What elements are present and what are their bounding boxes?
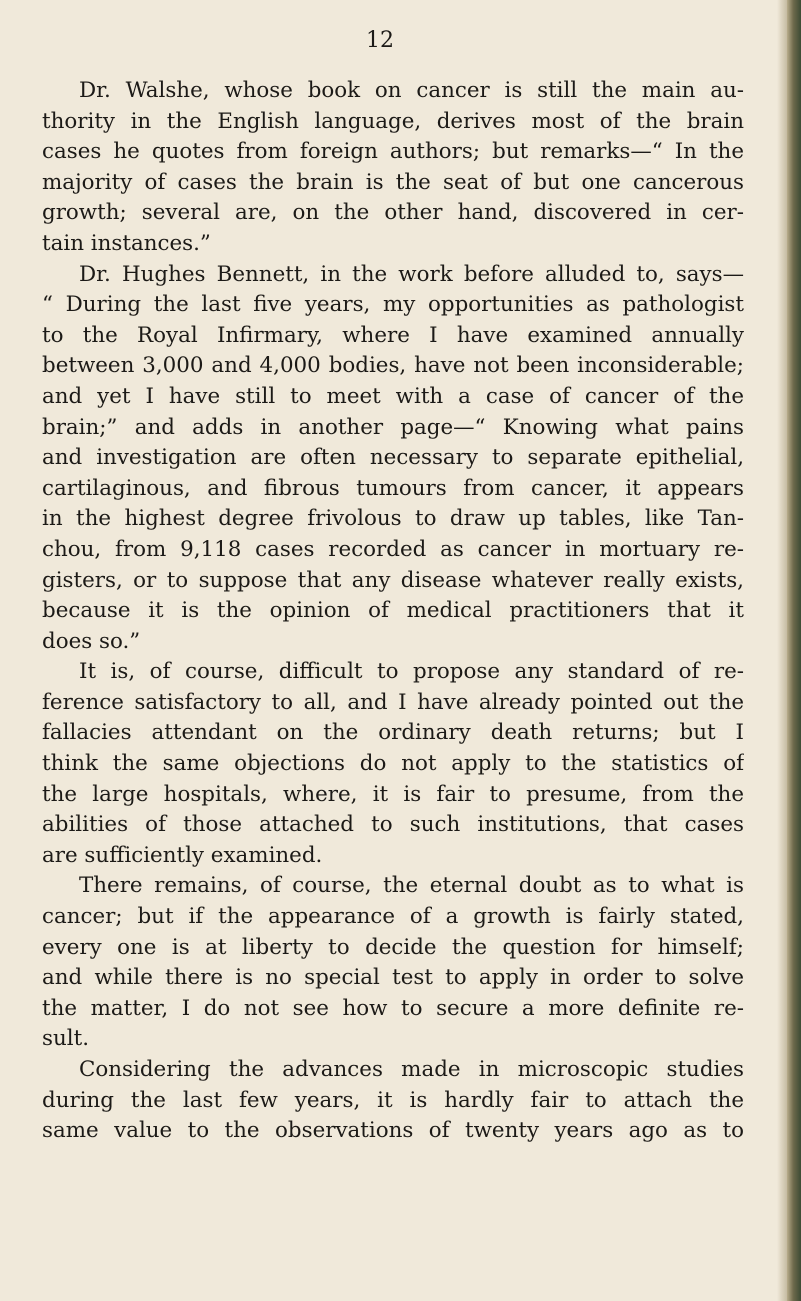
text-line: chou, from 9,118 cases recorded as cancer in mortuary re- — [42, 536, 744, 562]
text-line: every one is at liberty to decide the question for himself; — [42, 934, 744, 960]
text-line: between 3,000 and 4,000 bodies, have not been inconsiderable; — [42, 353, 744, 379]
text-line: because it is the opinion of medical practitioners that it — [42, 598, 744, 624]
text-line: during the last few years, it is hardly fair to attach the — [42, 1087, 744, 1113]
text-line: abilities of those attached to such institutions, that cases — [42, 812, 744, 838]
text-line: majority of cases the brain is the seat of but one cancerous — [42, 169, 744, 195]
text-line: thority in the English language, derives most of the brain — [42, 108, 744, 134]
text-line: same value to the observations of twenty years ago as to — [42, 1118, 744, 1144]
text-line: Considering the advances made in microscopic studies — [79, 1057, 744, 1082]
text-line: Dr. Hughes Bennett, in the work before alluded to, says— — [79, 261, 744, 287]
binding-shadow — [777, 0, 787, 1301]
text-line: cartilaginous, and fibrous tumours from cancer, it appears — [42, 475, 744, 501]
text-line: Dr. Walshe, whose book on cancer is still the main au- — [79, 78, 744, 103]
text-line: cancer; but if the appearance of a growth is fairly stated, — [42, 904, 744, 930]
text-line: in the highest degree frivolous to draw up tables, like Tan- — [42, 506, 744, 532]
text-line: It is, of course, difficult to propose any standard of re- — [79, 659, 744, 685]
text-line: the matter, I do not see how to secure a more definite re- — [42, 995, 744, 1021]
text-line: gisters, or to suppose that any disease whatever really exists, — [42, 567, 744, 593]
binding-edge — [787, 0, 801, 1301]
text-line: growth; several are, on the other hand, discovered in cer- — [42, 200, 744, 226]
text-line: and while there is no special test to apply in order to solve — [42, 965, 744, 991]
text-line: to the Royal Infirmary, where I have examined annually — [42, 322, 744, 348]
text-line: the large hospitals, where, it is fair to presume, from the — [42, 781, 744, 807]
text-line: “ During the last five years, my opportunities as pathologist — [42, 292, 744, 318]
page-number: 12 — [366, 28, 394, 53]
body-text — [42, 76, 744, 1147]
text-line: cases he quotes from foreign authors; but remarks—“ In the — [42, 139, 744, 165]
text-line: sult. — [42, 1026, 89, 1052]
text-line: are sufficiently examined. — [42, 842, 323, 868]
text-line: and investigation are often necessary to separate epithelial, — [42, 445, 744, 471]
text-line: tain instances.” — [42, 230, 211, 256]
text-line: ference satisfactory to all, and I have already pointed out the — [42, 689, 744, 715]
text-line: and yet I have still to meet with a case of cancer of the — [42, 383, 744, 409]
text-line: brain;” and adds in another page—“ Knowing what pains — [42, 414, 744, 440]
text-line: There remains, of course, the eternal doubt as to what is — [79, 873, 744, 899]
text-line: think the same objections do not apply to the statistics of — [42, 751, 744, 777]
text-line: does so.” — [42, 628, 141, 654]
text-line: fallacies attendant on the ordinary death returns; but I — [42, 720, 744, 746]
